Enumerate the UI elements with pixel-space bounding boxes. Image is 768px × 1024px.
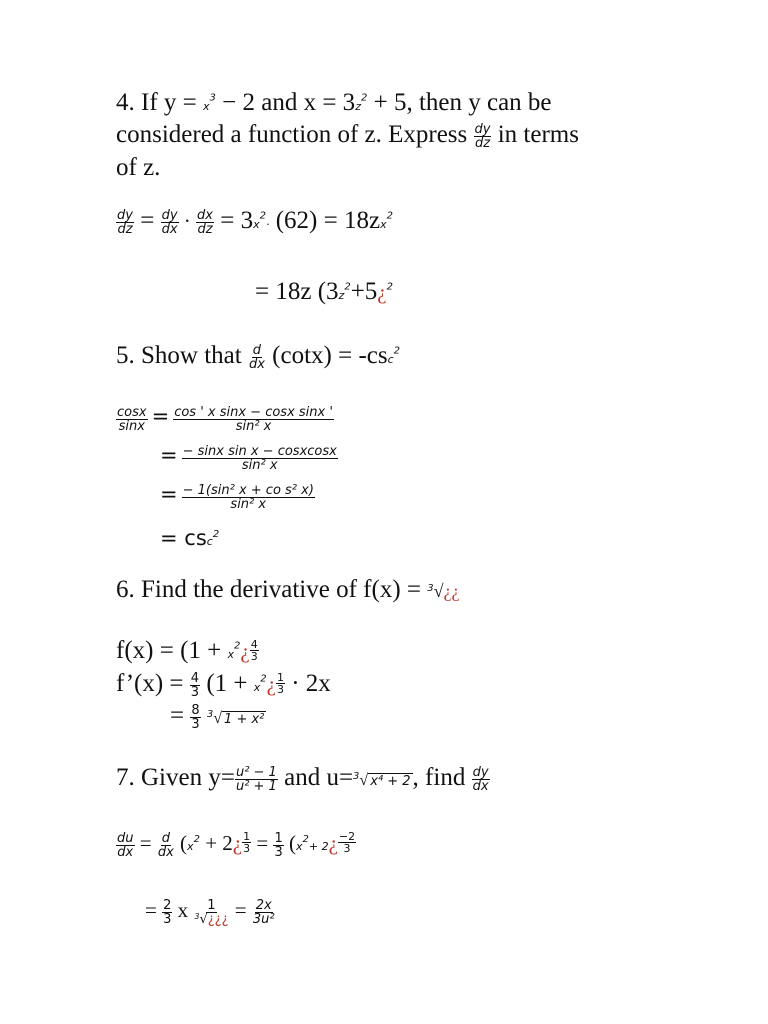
p4-eq2: = 18z ($3z^2+5¿^2$ <box>255 278 393 305</box>
p4-eq1: $\frac{dy}{dz}$ = $\frac{dy}{dx}$ · $\frac{dx}{dz}$ = $3x^2\cdot (62) = 18zx^2$ <box>117 207 393 237</box>
p6-line1: $f(x) = (1 + x^2¿$ $\frac{4}{3}$ <box>116 637 258 664</box>
p7-title: 7. Given y= $\frac{\text{u² − 1}}{\text{u² + 1}}$ and u=$^3$√ x⁴ + 2, find $\frac{dy}{dx}$ <box>116 764 489 794</box>
p4-line2: considered a function of z. Express $\frac{dy}{dz}$ in terms <box>116 121 579 151</box>
dy-dz-fraction: $\frac{dy}{dz}$ <box>474 121 491 151</box>
p4-x: x <box>203 100 210 113</box>
p4-line3: of z. <box>116 154 161 181</box>
p5-step3: = $\frac{\text{− 1(sin² x + co s² x)}}{\text{sin² x}}$ <box>160 482 314 512</box>
p7-eq1: $\frac{du}{dx}$ = $\frac{d}{dx}$ ($x^2$ + 2¿ $\frac{1}{3}$ = $\frac{1}{3}$ ($x^2+$ 2¿ $\frac{-2}{3}$ <box>117 830 356 860</box>
p7-eq2: = $\frac{2}{3}$ x $\frac{1}{^3√¿¿¿}$ = $\frac{2x}{\text{3u²}}$ <box>145 897 275 927</box>
p5-step1: $\frac{\cos x}{\sin x}$ = $\frac{\text{cos ' x sinx − cosx sinx '}}{\text{sin² x}}$ <box>117 404 333 434</box>
p6-line2: f’(x) = $\frac{4}{3}$ ($1 + x^2¿$ $\frac{1}{3}$ · 2x <box>116 670 331 700</box>
p4-line1: 4. If $y = x^3 - 2$ and $x = 3z^2 + 5$, then y can be <box>116 89 552 116</box>
p5-title: 5. Show that $\frac{d}{dx}$ $(\cot x) = -\csc^2$ <box>116 342 401 372</box>
p5-step2: = $\frac{\text{− sinx sin x − cosxcosx}}{\text{sin² x}}$ <box>160 443 337 473</box>
radical-sign: √ <box>433 581 444 601</box>
p6-line3: = $\frac{8}{3}$ $^3$√ 1 + x² <box>170 702 265 732</box>
p5-step4: = $\csc^2$ <box>160 526 220 550</box>
p6-title: 6. Find the derivative of f(x) = $^3$√¿¿ <box>116 576 460 603</box>
